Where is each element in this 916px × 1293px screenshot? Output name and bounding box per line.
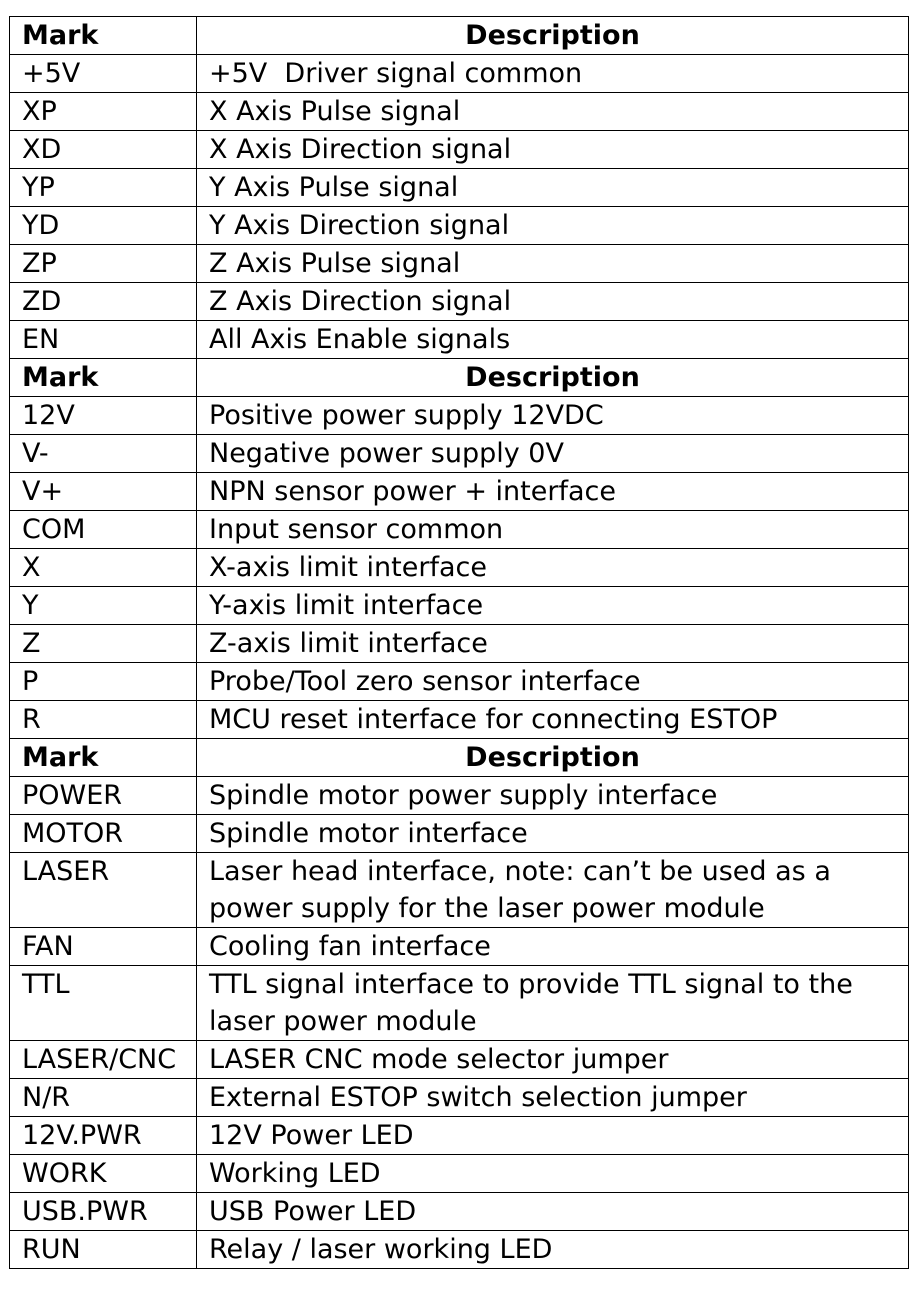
mark-cell: TTL xyxy=(10,966,197,1041)
description-cell: Y Axis Pulse signal xyxy=(197,169,909,207)
description-cell: Negative power supply 0V xyxy=(197,435,909,473)
description-cell: LASER CNC mode selector jumper xyxy=(197,1041,909,1079)
description-cell: 12V Power LED xyxy=(197,1117,909,1155)
description-cell: +5V Driver signal common xyxy=(197,55,909,93)
description-cell: External ESTOP switch selection jumper xyxy=(197,1079,909,1117)
mark-cell: ZP xyxy=(10,245,197,283)
table-row xyxy=(10,625,909,663)
table-row xyxy=(10,207,909,245)
description-header: Description xyxy=(197,359,909,397)
mark-cell: WORK xyxy=(10,1155,197,1193)
mark-cell: YD xyxy=(10,207,197,245)
table-header-row xyxy=(10,359,909,397)
description-cell: X Axis Pulse signal xyxy=(197,93,909,131)
mark-cell: V- xyxy=(10,435,197,473)
mark-cell: MOTOR xyxy=(10,815,197,853)
table-row xyxy=(10,1041,909,1079)
mark-cell: XP xyxy=(10,93,197,131)
mark-cell: R xyxy=(10,701,197,739)
table-row xyxy=(10,701,909,739)
description-cell: Input sensor common xyxy=(197,511,909,549)
mark-cell: 12V.PWR xyxy=(10,1117,197,1155)
table-row xyxy=(10,928,909,966)
description-cell: Positive power supply 12VDC xyxy=(197,397,909,435)
table-row xyxy=(10,663,909,701)
description-cell: Z Axis Direction signal xyxy=(197,283,909,321)
table-row xyxy=(10,321,909,359)
table-header-row xyxy=(10,17,909,55)
mark-cell: LASER xyxy=(10,853,197,928)
mark-cell: POWER xyxy=(10,777,197,815)
mark-cell: LASER/CNC xyxy=(10,1041,197,1079)
mark-cell: 12V xyxy=(10,397,197,435)
table-row xyxy=(10,435,909,473)
description-cell: Z Axis Pulse signal xyxy=(197,245,909,283)
description-header: Description xyxy=(197,739,909,777)
table-row xyxy=(10,283,909,321)
description-cell: Relay / laser working LED xyxy=(197,1231,909,1269)
mark-cell: Y xyxy=(10,587,197,625)
table-row xyxy=(10,473,909,511)
mark-cell: FAN xyxy=(10,928,197,966)
description-cell: MCU reset interface for connecting ESTOP xyxy=(197,701,909,739)
table-row xyxy=(10,169,909,207)
mark-header: Mark xyxy=(10,359,197,397)
description-cell: Y Axis Direction signal xyxy=(197,207,909,245)
mark-cell: +5V xyxy=(10,55,197,93)
description-cell: Cooling fan interface xyxy=(197,928,909,966)
table-row xyxy=(10,131,909,169)
description-cell: X-axis limit interface xyxy=(197,549,909,587)
mark-cell: Z xyxy=(10,625,197,663)
table-row xyxy=(10,55,909,93)
mark-cell: V+ xyxy=(10,473,197,511)
mark-cell: ZD xyxy=(10,283,197,321)
table-row xyxy=(10,93,909,131)
table-row xyxy=(10,397,909,435)
table-row xyxy=(10,966,909,1041)
table-row xyxy=(10,777,909,815)
mark-cell: XD xyxy=(10,131,197,169)
mark-cell: EN xyxy=(10,321,197,359)
mark-cell: N/R xyxy=(10,1079,197,1117)
mark-cell: YP xyxy=(10,169,197,207)
table-row xyxy=(10,1193,909,1231)
description-cell: TTL signal interface to provide TTL signal to the laser power module xyxy=(197,966,909,1041)
mark-cell: USB.PWR xyxy=(10,1193,197,1231)
table-row xyxy=(10,1231,909,1269)
table-row xyxy=(10,549,909,587)
table-row xyxy=(10,1117,909,1155)
description-cell: Y-axis limit interface xyxy=(197,587,909,625)
table-row xyxy=(10,815,909,853)
description-cell: Laser head interface, note: can’t be used as a power supply for the laser power module xyxy=(197,853,909,928)
description-cell: USB Power LED xyxy=(197,1193,909,1231)
mark-cell: P xyxy=(10,663,197,701)
mark-header: Mark xyxy=(10,739,197,777)
table-body xyxy=(10,17,909,1269)
description-cell: Spindle motor interface xyxy=(197,815,909,853)
mark-cell: RUN xyxy=(10,1231,197,1269)
description-cell: NPN sensor power + interface xyxy=(197,473,909,511)
mark-cell: X xyxy=(10,549,197,587)
table-row xyxy=(10,245,909,283)
description-cell: Spindle motor power supply interface xyxy=(197,777,909,815)
table-row xyxy=(10,587,909,625)
description-cell: X Axis Direction signal xyxy=(197,131,909,169)
table-row xyxy=(10,1079,909,1117)
description-cell: Working LED xyxy=(197,1155,909,1193)
description-header: Description xyxy=(197,17,909,55)
table-row xyxy=(10,511,909,549)
mark-header: Mark xyxy=(10,17,197,55)
description-cell: Z-axis limit interface xyxy=(197,625,909,663)
table-row xyxy=(10,853,909,928)
description-cell: All Axis Enable signals xyxy=(197,321,909,359)
table-row xyxy=(10,1155,909,1193)
table-header-row xyxy=(10,739,909,777)
description-cell: Probe/Tool zero sensor interface xyxy=(197,663,909,701)
pin-description-table xyxy=(9,16,909,1269)
mark-cell: COM xyxy=(10,511,197,549)
